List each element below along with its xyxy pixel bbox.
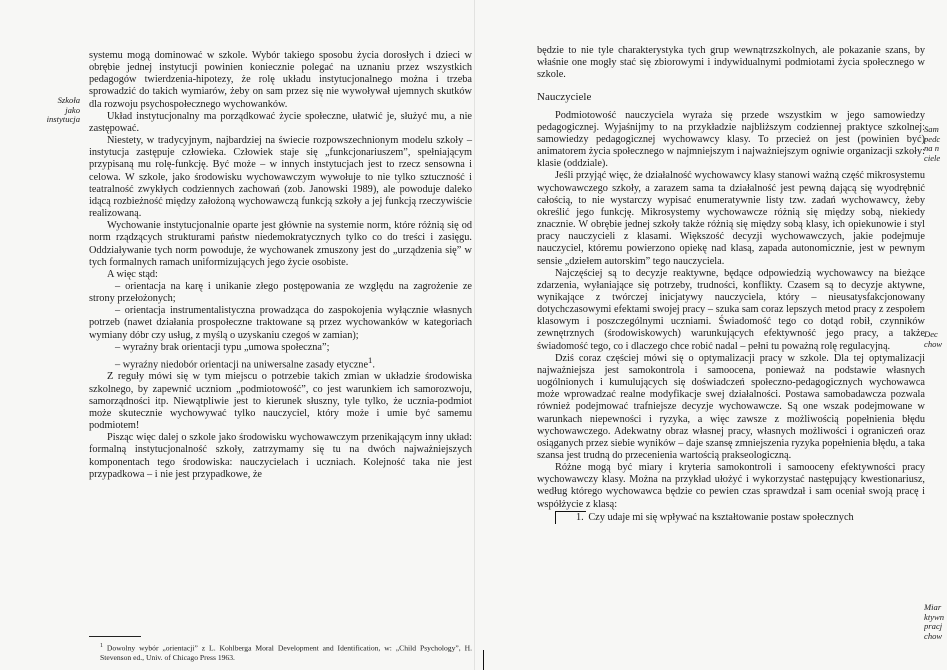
right-page <box>474 0 947 670</box>
paragraph: systemu mogą dominować w szkole. Wybór takiego sposobu życia dorosłych i dzieci w obrębie jednej instytucji powinien koniecznie polegać na uznaniu przez wszystkich pedagogów twierdzenia-hipotezy, że rolę układu instytucjonalnego można i trzeba sprowadzić do takich wymiarów, żeby on sam przez się nie wywoływał ujemnych skutków dla rozwoju psychospołecznego wychowanków. <box>89 50 472 110</box>
list-item-text: Czy udaje mi się wpływać na kształtowanie postaw społecznych <box>588 511 854 523</box>
margin-note-dec: Dec chow <box>924 330 943 349</box>
left-text-column <box>89 50 472 481</box>
numbered-item <box>537 511 925 524</box>
list-item: – orientacja na karę i unikanie złego postępowania ze względu na zagrożenie ze strony przełożonych; <box>89 280 472 305</box>
paragraph: Niestety, w tradycyjnym, najbardziej na świecie rozpowszechnionym modelu szkoły – instytucja zastępuje człowieka. Człowiek staje się „funkcjonariuszem”, spełniającym przypisaną mu rolę-funkcję. Być może – w innych instytucjach jest to rzecz sensowna i celowa. W szkole, jako środowisku wychowawczym wywołuje to nie tylko sztuczność i teatralność zwykłych codziennych zachowań (zob. Janowski 1989), ale powoduje daleko idącą rozbieżność między założoną wychowawczą funkcją szkoły a jej funkcją rzeczywiście realizowaną. <box>89 135 472 220</box>
margin-note-miar: Miar ktywn pracj chow <box>924 603 945 641</box>
paragraph: Jeśli przyjąć więc, że działalność wychowawcy klasy stanowi ważną część mikrosystemu wychowawczego szkoły, a zarazem sama ta działalność jest pewną dającą się wyodrębnić całością, to nie wystarczy wypisać enumeratywnie listy tzw. zadań wychowawcy, żeby określić jego funkcję. Mikrosystemy wychowawcze różnią się między sobą, niekiedy znacznie. W obrębie jednej szkoły także różnią się między sobą klasy, ich opiekunowie i styl pracy nauczycieli z klasami. Większość decyzji wychowawczych, jakie podejmuje nauczyciel, któremu powierzono opiekę nad klasą, zapada autonomicznie, jest w pewnym sensie „dziełem autorskim” tego nauczyciela. <box>537 170 925 267</box>
list-number: 1. <box>555 511 586 524</box>
footnote-number: 1 <box>100 643 103 649</box>
list-item: – orientacja instrumentalistyczna prowadząca do zaspokojenia wyłącznie własnych potrzeb (nawet działania prospołeczne traktowane są przez wychowanków w kategoriach wymiany dóbr czy usług, z myślą o uzyskaniu czegoś w zamian); <box>89 305 472 341</box>
section-heading: Nauczyciele <box>537 91 592 104</box>
page-edge-mark <box>483 650 484 670</box>
paragraph: Dziś coraz częściej mówi się o optymalizacji pracy w szkole. Dla tej optymalizacji najważniejsza jest samokontrola i samoocena, ponieważ na podstawie własnych uogólnionych i kumulujących się doświadczeń społeczno-pedagogicznych wychowawca może wprowadzać realne modyfikacje swej działalności. Postawa samobadawcza pozwala również podejmować trafniejsze decyzje wychowawcze. Są one wszak podejmowane w warunkach niepewności i ryzyka, a więc zawsze z możliwością popełnienia błędu wychowawczego. Adekwatny obraz własnej pracy, własnych możliwości i ograniczeń oraz osiąganych przez siebie wyników – daje szansę zmniejszenia ryzyka popełnienia błędu, a taka szansa jest trudną do przecenienia wartością prakseologiczną. <box>537 352 925 461</box>
paragraph: Układ instytucjonalny ma porządkować życie społeczne, ułatwić je, służyć mu, a nie zastępować. <box>89 110 472 134</box>
paragraph: Z reguły mówi się w tym miejscu o potrzebie takich zmian w układzie środowiska szkolnego, by zapewnić uczniom „podmiotowość”, co jest warunkiem ich samorozwoju, samorządności itp. Niewątpliwie jest to kierunek słuszny, tyle tylko, że ucznia-podmiot może skutecznie wychowywać tylko nauczyciel, który może i umie być samemu podmiotem! <box>89 371 472 432</box>
footnote <box>100 642 472 663</box>
paragraph: A więc stąd: <box>107 268 158 280</box>
paragraph: Wychowanie instytucjonalnie oparte jest głównie na systemie norm, które różnią się od norm rządzących strukturami państw niedemokratycznych tylko co do treści i zasięgu. Oddziaływanie tych norm powoduje, że wychowanek zmuszony jest do „urządzenia się” w tych formalnych ramach uniformizujących jego życie osobiste. <box>89 220 472 268</box>
margin-note-szkola: Szkoła jako instytucja <box>46 96 80 124</box>
footnote-text: Dowolny wybór „orientacji” z L. Kohlberga Moral Development and Identification, w: „Child Psychology”, H. Stevenson ed., Univ. of Chicago Press 1963. <box>100 643 472 663</box>
footnote-ref: 1 <box>368 354 373 365</box>
paragraph: Pisząc więc dalej o szkole jako środowisku wychowawczym przenikającym inny układ: formalną instytucjonalność szkoły, zatrzymamy się tu na dwóch najważniejszych komponentach tego środowiska: nauczycielach i uczniach. Kolejność taka nie jest przypadkowa – i nie jest przypadkowe, że <box>89 432 472 480</box>
list-item: – wyraźny brak orientacji typu „umowa społeczna”; <box>115 341 330 353</box>
margin-note-sam: Sam pedc na n ciele <box>924 125 941 163</box>
list-item: – wyraźny niedobór orientacji na uniwersalne zasady etyczne$^1$. <box>115 354 375 371</box>
list-item-text: – wyraźny niedobór orientacji na uniwersalne zasady etyczne <box>115 359 369 371</box>
right-text-column <box>537 45 925 524</box>
paragraph: będzie to nie tyle charakterystyka tych grup wewnątrzszkolnych, ale pokazanie szans, by właśnie one mogły stać się zbiorowymi i indywidualnymi podmiotami życia społecznego w szkole. <box>537 45 925 81</box>
paragraph: Najczęściej są to decyzje reaktywne, będące odpowiedzią wychowawcy na bieżące zdarzenia, wyłaniające się potrzeby, trudności, konflikty. Czasem są to decyzje aktywne, wynikające z twórczej inicjatywy nauczyciela, który – nieusatysfakcjonowany dotychczasowymi efektami swojej pracy – szuka sam coraz lepszych metod pracy z zespołem klasowym i poszczególnymi uczniami. Świadomość tego co dotąd robił, czynników zewnętrznych (środowiskowych) warunkujących efektywność jego pracy, a także świadomość tego, co i dlaczego chce robić nadal – pełni tu poważną rolę regulacyjną. <box>537 267 925 352</box>
footnote-rule <box>89 636 141 637</box>
paragraph: Różne mogą być miary i kryteria samokontroli i samooceny efektywności pracy wychowawczy klasy. Można na przykład ułożyć i wykorzystać następujący kwestionariusz, według którego wychowawca będzie co pewien czas sprawdzał i sam oceniał swoją pracę i współżycie z klasą: <box>537 462 925 510</box>
paragraph: Podmiotowość nauczyciela wyraża się przede wszystkim w jego samowiedzy pedagogicznej. Wyjaśnijmy to na przykładzie najbliższym codziennej praktyce szkolnej: samowiedzy pedagogicznej wychowawcy klasy. To przecież on jest (powinien być) animatorem życia społecznego w najmniejszym i najważniejszym ogniwie organizacji szkoły: klasie (oddziale). <box>537 109 925 170</box>
